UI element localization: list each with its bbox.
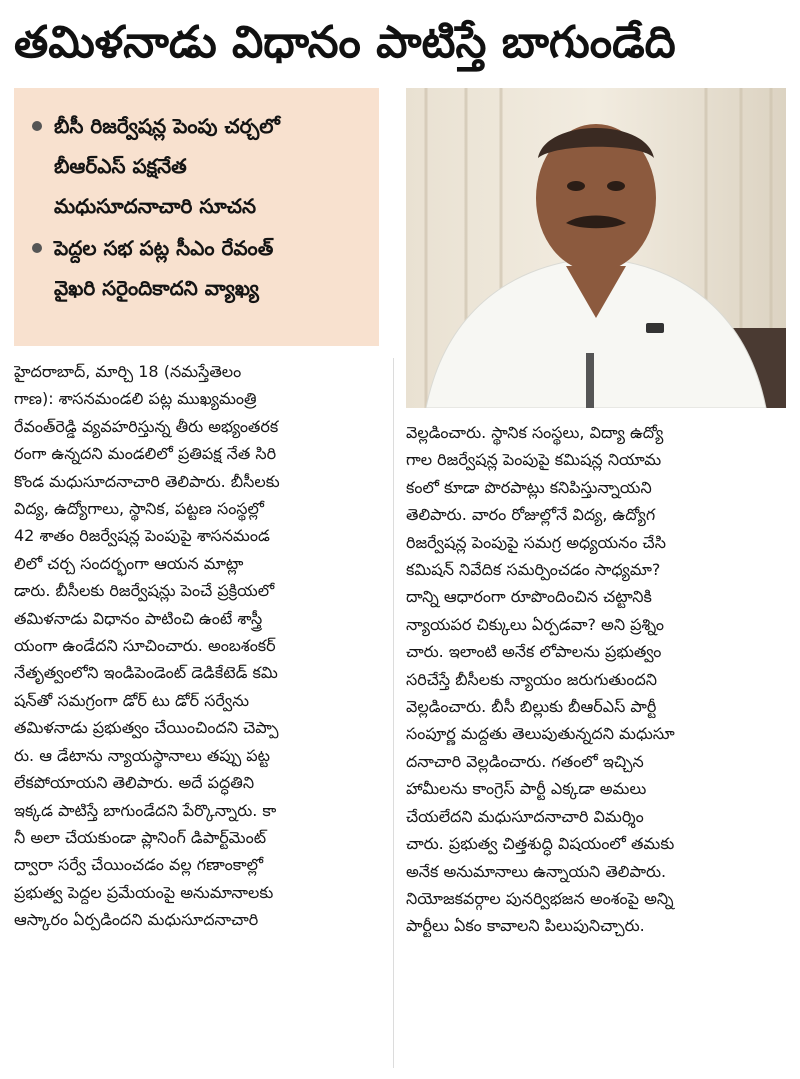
text-line: షన్‌తో సమగ్రంగా డోర్ టు డోర్ సర్వేను — [14, 690, 250, 710]
text-line: సరిచేస్తే బీసీలకు న్యాయం జరుగుతుందని — [406, 669, 658, 689]
text-line: విద్య, ఉద్యోగాలు, స్థానిక, పట్టణ సంస్థల్లో — [14, 499, 265, 519]
text-line: కమిషన్ నివేదిక సమర్పించడం సాధ్యమా? — [406, 560, 661, 580]
text-line: రిజర్వేషన్ల పెంపుపై సమగ్ర అధ్యయనం చేసి — [406, 532, 666, 552]
text-line: డారు. బీసీలకు రిజర్వేషన్లు పెంచే ప్రక్రియలో — [14, 581, 275, 601]
text-line: యంగా ఉండేదని సూచించారు. అంబశంకర్ — [14, 636, 276, 656]
text-line: తమిళనాడు ప్రభుత్వం చేయించిందని చెప్పా — [14, 718, 279, 738]
text-line: ఇక్కడ పాటిస్తే బాగుండేదని పేర్కొన్నారు. కా — [14, 800, 277, 820]
text-line: లిలో చర్చ సందర్భంగా ఆయన మాట్లా — [14, 553, 244, 573]
text-line: చారు. ఇలాంటి అనేక లోపాలను ప్రభుత్వం — [406, 642, 662, 662]
text-line: అనేక అనుమానాలు ఉన్నాయని తెలిపారు. — [406, 861, 667, 881]
text-line: ఆస్కారం ఏర్పడిందని మధుసూదనాచారి — [14, 910, 259, 930]
text-line: చారు. ప్రభుత్వ చిత్తశుద్ధి విషయంలో తమకు — [406, 834, 675, 854]
text-line: నియోజకవర్గాల పునర్విభజన అంశంపై అన్ని — [406, 888, 674, 908]
headline: తమిళనాడు విధానం పాటిస్తే బాగుండేది — [14, 17, 676, 68]
highlight-item — [28, 106, 367, 226]
text-line: నేతృత్వంలోని ఇండిపెండెంట్ డెడికేటెడ్ కమి — [14, 663, 278, 683]
pocket-clip — [646, 323, 664, 333]
portrait-illustration — [406, 88, 786, 408]
highlight-line: బీసీ రిజర్వేషన్ల పెంపు చర్చలో — [54, 114, 280, 138]
highlight-line: మధుసూదనాచారి సూచన — [54, 194, 257, 218]
highlights-box — [14, 88, 379, 346]
bullet-icon — [32, 121, 42, 131]
text-line: న్యాయపర చిక్కులు ఏర్పడవా? అని ప్రశ్నిం — [406, 614, 665, 634]
text-line: తెలిపారు. వారం రోజుల్లోనే విద్య, ఉద్యోగ — [406, 505, 656, 525]
text-line: ప్రభుత్వ పెద్దల ప్రమేయంపై అనుమానాలకు — [14, 882, 274, 902]
text-line: కొండ మధుసూదనాచారి తెలిపారు. బీసీలకు — [14, 471, 280, 491]
column-divider — [393, 358, 394, 1068]
bullet-icon — [32, 243, 42, 253]
text-line: హామీలను కాంగ్రెస్ పార్టీ ఎక్కడా అమలు — [406, 779, 647, 799]
news-photo — [406, 88, 786, 408]
text-line: సంపూర్ణ మద్దతు తెలుపుతున్నదని మధుసూ — [406, 724, 675, 744]
article-column-right — [406, 419, 786, 940]
highlight-line: పెద్దల సభ పట్ల సీఎం రేవంత్ — [54, 236, 274, 260]
text-line: తమిళనాడు విధానం పాటించి ఉంటే శాస్త్రీ — [14, 608, 263, 628]
text-line: గాణ): శాసనమండలి పట్ల ముఖ్యమంత్రి — [14, 389, 257, 409]
text-line: ద్వారా సర్వే చేయించడం వల్ల గణాంకాల్లో — [14, 855, 264, 875]
microphone — [586, 353, 594, 408]
left-eye — [567, 181, 585, 191]
highlight-line: వైఖరి సరైందికాదని వ్యాఖ్య — [54, 276, 259, 300]
text-line: 42 శాతం రిజర్వేషన్ల పెంపుపై శాసనమండ — [14, 526, 270, 546]
text-line: దనాచారి వెల్లడించారు. గతంలో ఇచ్చిన — [406, 751, 644, 771]
text-line: రు. ఆ డేటాను న్యాయస్థానాలు తప్పు పట్ట — [14, 745, 271, 765]
text-line: రంగా ఉన్నదని మండలిలో ప్రతిపక్ష నేత సిరి — [14, 444, 277, 464]
text-line: వెల్లడించారు. బీసీ బిల్లుకు బీఆర్ఎస్ పార్టీ — [406, 697, 657, 717]
text-line: లేకపోయాయని తెలిపారు. అదే పద్ధతిని — [14, 773, 255, 793]
text-line: చేయలేదని మధుసూదనాచారి విమర్శిం — [406, 806, 644, 826]
article-column-left — [14, 358, 384, 934]
text-line: కంలో కూడా పొరపాట్లు కనిపిస్తున్నాయని — [406, 477, 652, 497]
text-line: నీ అలా చేయకుండా ప్లానింగ్ డిపార్ట్‌మెంట్ — [14, 827, 267, 847]
highlight-line: బీఆర్ఎస్ పక్షనేత — [54, 154, 187, 178]
text-line: గాల రిజర్వేషన్ల పెంపుపై కమిషన్ల నియామ — [406, 450, 662, 470]
highlight-item — [28, 228, 367, 308]
text-line: రేవంత్‌రెడ్డి వ్యవహరిస్తున్న తీరు అభ్యంతరక — [14, 416, 279, 436]
text-line: దాన్ని ఆధారంగా రూపొందించిన చట్టానికి — [406, 587, 652, 607]
text-line: పార్టీలు ఏకం కావాలని పిలుపునిచ్చారు. — [406, 916, 645, 936]
right-eye — [607, 181, 625, 191]
text-line: వెల్లడించారు. స్థానిక సంస్థలు, విద్యా ఉద్యో — [406, 423, 664, 442]
text-line: హైదరాబాద్, మార్చి 18 (నమస్తేతెలం — [14, 362, 242, 381]
